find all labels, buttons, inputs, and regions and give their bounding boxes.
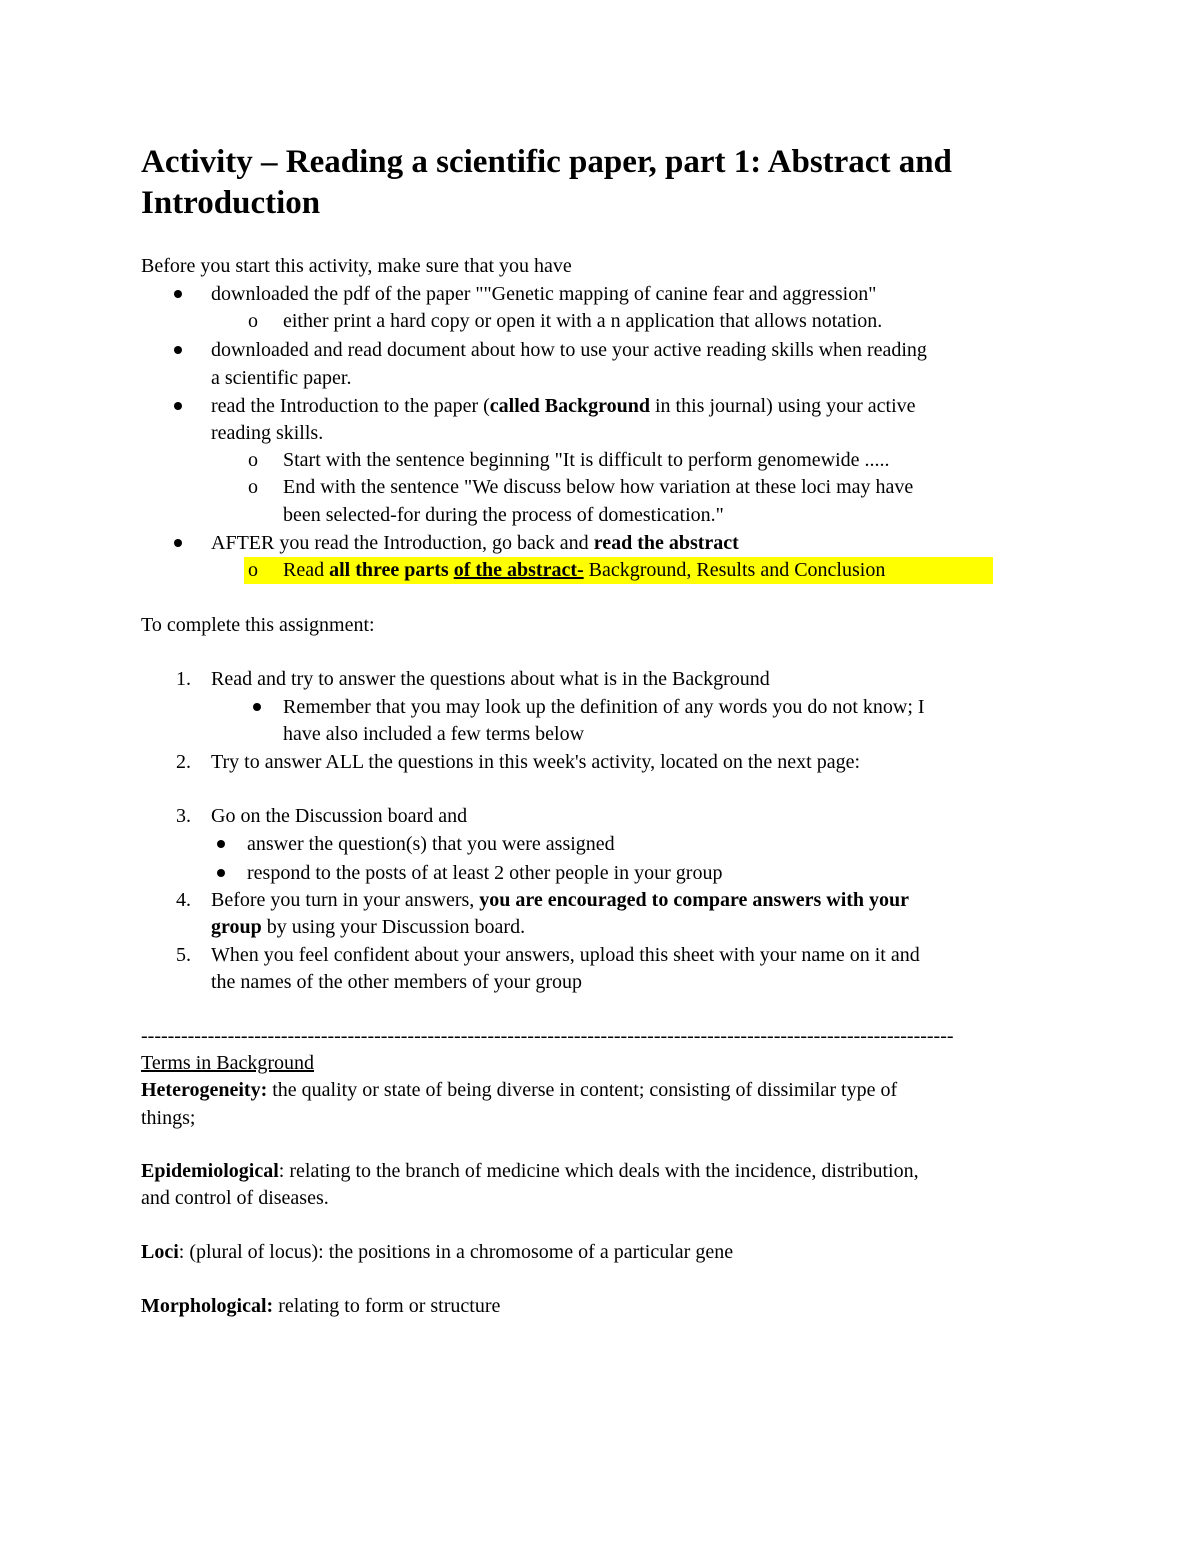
highlight-bold-underline: of the abstract- [453, 559, 584, 581]
prep-item-1-sub-1: either print a hard copy or open it with a n application that allows notation. [283, 310, 883, 332]
term-epidemiological-line-1 [141, 1159, 919, 1183]
highlighted-instruction [244, 557, 993, 584]
prep-item-1: downloaded the pdf of the paper ""Genetic mapping of canine fear and aggression" [211, 283, 877, 305]
highlighted-instruction-text [283, 558, 885, 582]
step-4-text-2: by using your Discussion board. [261, 916, 526, 938]
term-definition: the quality or state of being diverse in content; consisting of dissimilar type of [267, 1079, 898, 1101]
step-1-sub-line-2: have also included a few terms below [283, 723, 585, 745]
step-number: 1. [176, 668, 191, 690]
term-definition: relating to form or structure [273, 1295, 501, 1317]
prep-item-4-text: AFTER you read the Introduction, go back and [211, 532, 594, 554]
circle-bullet-icon: o [248, 476, 258, 498]
step-number: 5. [176, 944, 191, 966]
term-definition: : (plural of locus): the positions in a chromosome of a particular gene [178, 1241, 734, 1263]
prep-item-2-line-1: downloaded and read document about how to use your active reading skills when reading [211, 339, 927, 361]
bullet-icon [174, 346, 182, 354]
prep-item-3-sub-2-line-2: been selected-for during the process of domestication." [283, 504, 724, 526]
step-4-text: Before you turn in your answers, [211, 889, 480, 911]
term-label: Heterogeneity: [141, 1079, 268, 1101]
term-loci [141, 1240, 733, 1264]
intro-text: Before you start this activity, make sure that you have [141, 255, 572, 277]
page-title: Activity – Reading a scientific paper, part 1: Abstract and Introduction [141, 144, 952, 221]
step-2: Try to answer ALL the questions in this week's activity, located on the next page: [211, 751, 861, 773]
prep-item-3-text-b: in this journal) using your active [650, 395, 916, 417]
highlight-bold: all three parts [329, 559, 454, 581]
prep-item-3-sub-2-line-1: End with the sentence "We discuss below how variation at these loci may have [283, 476, 914, 498]
highlight-text-b: Background, Results and Conclusion [583, 559, 886, 581]
bullet-icon [174, 290, 182, 298]
terms-heading: Terms in Background [141, 1052, 315, 1074]
prep-item-4-bold: read the abstract [593, 532, 739, 554]
prep-item-2-line-2: a scientific paper. [211, 367, 352, 389]
prep-item-3-line-2: reading skills. [211, 422, 324, 444]
prep-item-4 [211, 531, 739, 555]
circle-bullet-icon: o [248, 310, 258, 332]
step-4-bold: you are encouraged to compare answers with your [479, 889, 910, 911]
bullet-icon [217, 840, 225, 848]
step-4-bold-2: group [211, 916, 262, 938]
dashed-divider: -------------------------------------------------------------------------------------------------------------------------- [141, 1025, 954, 1047]
step-5-line-1: When you feel confident about your answers, upload this sheet with your name on it and [211, 944, 920, 966]
circle-bullet-icon: o [248, 559, 258, 581]
prep-item-3-line-1 [211, 394, 916, 418]
step-number: 2. [176, 751, 191, 773]
step-4-line-2 [211, 915, 525, 939]
term-morphological [141, 1294, 500, 1318]
term-label: Epidemiological [141, 1160, 279, 1182]
term-label: Morphological: [141, 1295, 274, 1317]
prep-item-3-bold: called Background [489, 395, 650, 417]
step-number: 4. [176, 889, 191, 911]
step-3: Go on the Discussion board and [211, 805, 468, 827]
bullet-icon [253, 703, 261, 711]
step-3-sub-2: respond to the posts of at least 2 other people in your group [247, 862, 723, 884]
term-definition: : relating to the branch of medicine which deals with the incidence, distribution, [278, 1160, 919, 1182]
step-5-line-2: the names of the other members of your group [211, 971, 583, 993]
highlight-text-a: Read [283, 559, 330, 581]
term-epidemiological-line-2: and control of diseases. [141, 1187, 329, 1209]
term-heterogeneity-line-2: things; [141, 1107, 196, 1129]
prep-item-3-sub-1: Start with the sentence beginning "It is difficult to perform genomewide ..... [283, 449, 890, 471]
step-number: 3. [176, 805, 191, 827]
bullet-icon [174, 539, 182, 547]
step-4-line-1 [211, 888, 909, 912]
step-3-sub-1: answer the question(s) that you were assigned [247, 833, 615, 855]
step-1-sub-line-1: Remember that you may look up the definition of any words you do not know; I [283, 696, 925, 718]
bullet-icon [217, 869, 225, 877]
circle-bullet-icon: o [248, 449, 258, 471]
prep-item-3-text-a: read the Introduction to the paper ( [211, 395, 490, 417]
term-label: Loci [141, 1241, 179, 1263]
term-heterogeneity-line-1 [141, 1078, 897, 1102]
complete-heading: To complete this assignment: [141, 614, 375, 636]
step-1: Read and try to answer the questions about what is in the Background [211, 668, 770, 690]
bullet-icon [174, 402, 182, 410]
